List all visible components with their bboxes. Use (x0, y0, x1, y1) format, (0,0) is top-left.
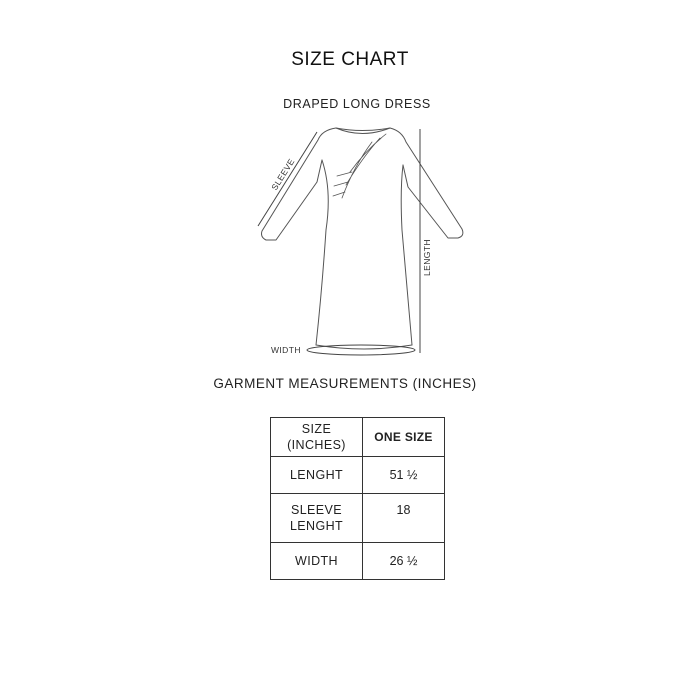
row-value: 26 ½ (363, 543, 445, 580)
measurements-table (270, 417, 445, 580)
width-measure-ellipse (307, 345, 415, 355)
row-label: SLEEVE LENGHT (271, 494, 363, 543)
dress-neckline-inner (336, 128, 390, 131)
table-header-row (271, 418, 445, 457)
row-value: 51 ½ (363, 457, 445, 494)
width-label: WIDTH (271, 345, 301, 355)
size-header-cell (271, 418, 363, 457)
measurements-heading: GARMENT MEASUREMENTS (INCHES) (213, 376, 477, 391)
size-header-label: SIZE (INCHES) (287, 422, 346, 452)
sleeve-measure-line (258, 132, 317, 226)
product-name: DRAPED LONG DRESS (283, 97, 431, 111)
page-title: SIZE CHART (291, 49, 409, 70)
row-label: WIDTH (271, 543, 363, 580)
row-label: LENGHT (271, 457, 363, 494)
length-label: LENGTH (422, 239, 432, 276)
row-value: 18 (363, 494, 445, 543)
dress-right-sleeve (390, 128, 463, 238)
dress-left-side (316, 160, 328, 345)
table-row (271, 457, 445, 494)
one-size-header-cell: ONE SIZE (363, 418, 445, 457)
table-row (271, 494, 445, 543)
dress-diagram (250, 118, 480, 368)
dress-drape (333, 134, 386, 198)
sleeve-label: SLEEVE (269, 156, 297, 193)
dress-right-side (401, 165, 412, 345)
table-row (271, 543, 445, 580)
